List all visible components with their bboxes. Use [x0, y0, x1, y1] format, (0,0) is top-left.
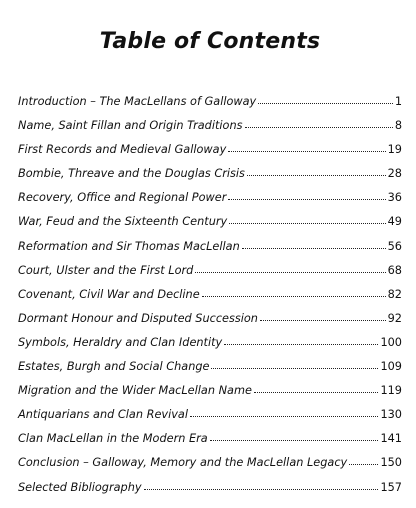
toc-entry-title: War, Feud and the Sixteenth Century: [18, 215, 228, 229]
toc-entry-title: Reformation and Sir Thomas MacLellan: [18, 239, 240, 253]
toc-entry-page-number: 1: [394, 95, 402, 108]
toc-entry-title: Bombie, Threave and the Douglas Crisis: [18, 167, 245, 181]
toc-entry-page-number: 68: [387, 263, 402, 277]
dot-leader: [254, 382, 379, 394]
toc-entry: [18, 162, 402, 186]
toc-entry-title: Introduction – The MacLellans of Galloway: [18, 95, 257, 108]
toc-entry-title: Covenant, Civil War and Decline: [18, 287, 200, 301]
toc-entry: [18, 186, 402, 210]
dot-leader: [228, 141, 385, 153]
dot-leader: [229, 213, 385, 225]
dot-leader: [211, 358, 378, 370]
toc-entry: [18, 114, 402, 138]
dot-leader: [258, 93, 393, 105]
toc-entry-page-number: 109: [380, 360, 402, 374]
dot-leader: [242, 238, 386, 250]
dot-leader: [190, 406, 378, 418]
toc-list: [18, 90, 402, 500]
toc-entry-title: Estates, Burgh and Social Change: [18, 360, 210, 374]
dot-leader: [202, 286, 386, 298]
dot-leader: [260, 310, 386, 322]
toc-entry-page-number: 19: [387, 143, 402, 157]
toc-entry-page-number: 150: [380, 456, 402, 470]
toc-entry: [18, 90, 402, 114]
toc-entry-title: Name, Saint Fillan and Origin Traditions: [18, 119, 243, 133]
toc-entry-title: Symbols, Heraldry and Clan Identity: [18, 335, 223, 349]
toc-entry: [18, 283, 402, 307]
dot-leader: [224, 334, 378, 346]
toc-entry: [18, 355, 402, 379]
toc-entry-page-number: 92: [387, 311, 402, 325]
toc-entry-title: First Records and Medieval Galloway: [18, 143, 227, 157]
toc-entry-title: Dormant Honour and Disputed Succession: [18, 311, 258, 325]
toc-entry: [18, 403, 402, 427]
toc-entry-page-number: 8: [394, 119, 402, 133]
toc-entry: [18, 427, 402, 451]
toc-entry-page-number: 28: [387, 167, 402, 181]
toc-entry: [18, 138, 402, 162]
toc-entry-page-number: 130: [380, 408, 402, 422]
toc-entry-page-number: 82: [387, 287, 402, 301]
toc-entry: [18, 331, 402, 355]
dot-leader: [245, 117, 393, 129]
toc-entry-title: Migration and the Wider MacLellan Name: [18, 384, 252, 398]
toc-entry: [18, 379, 402, 403]
toc-entry: [18, 307, 402, 331]
toc-entry-page-number: 100: [380, 335, 402, 349]
toc-entry-title: Clan MacLellan in the Modern Era: [18, 432, 208, 446]
dot-leader: [210, 430, 379, 442]
toc-entry: [18, 476, 402, 500]
page-title: Table of Contents: [99, 29, 321, 54]
toc-entry-page-number: 56: [387, 239, 402, 253]
toc-entry-title: Recovery, Office and Regional Power: [18, 191, 227, 205]
dot-leader: [228, 189, 385, 201]
toc-entry-title: Antiquarians and Clan Revival: [18, 408, 188, 422]
toc-entry-page-number: 141: [380, 432, 402, 446]
dot-leader: [247, 165, 386, 177]
toc-entry: [18, 451, 402, 475]
toc-entry-title: Conclusion – Galloway, Memory and the MacLellan Legacy: [18, 456, 348, 470]
toc-entry: [18, 259, 402, 283]
toc-entry-page-number: 119: [380, 384, 402, 398]
toc-entry-title: Selected Bibliography: [18, 480, 142, 494]
dot-leader: [195, 262, 385, 274]
toc-entry: [18, 210, 402, 234]
toc-entry-page-number: 49: [387, 215, 402, 229]
dot-leader: [349, 454, 378, 466]
toc-entry-title: Court, Ulster and the First Lord: [18, 263, 194, 277]
toc-entry: [18, 235, 402, 259]
toc-entry-page-number: 36: [387, 191, 402, 205]
toc-entry-page-number: 157: [380, 480, 402, 494]
dot-leader: [144, 479, 379, 491]
